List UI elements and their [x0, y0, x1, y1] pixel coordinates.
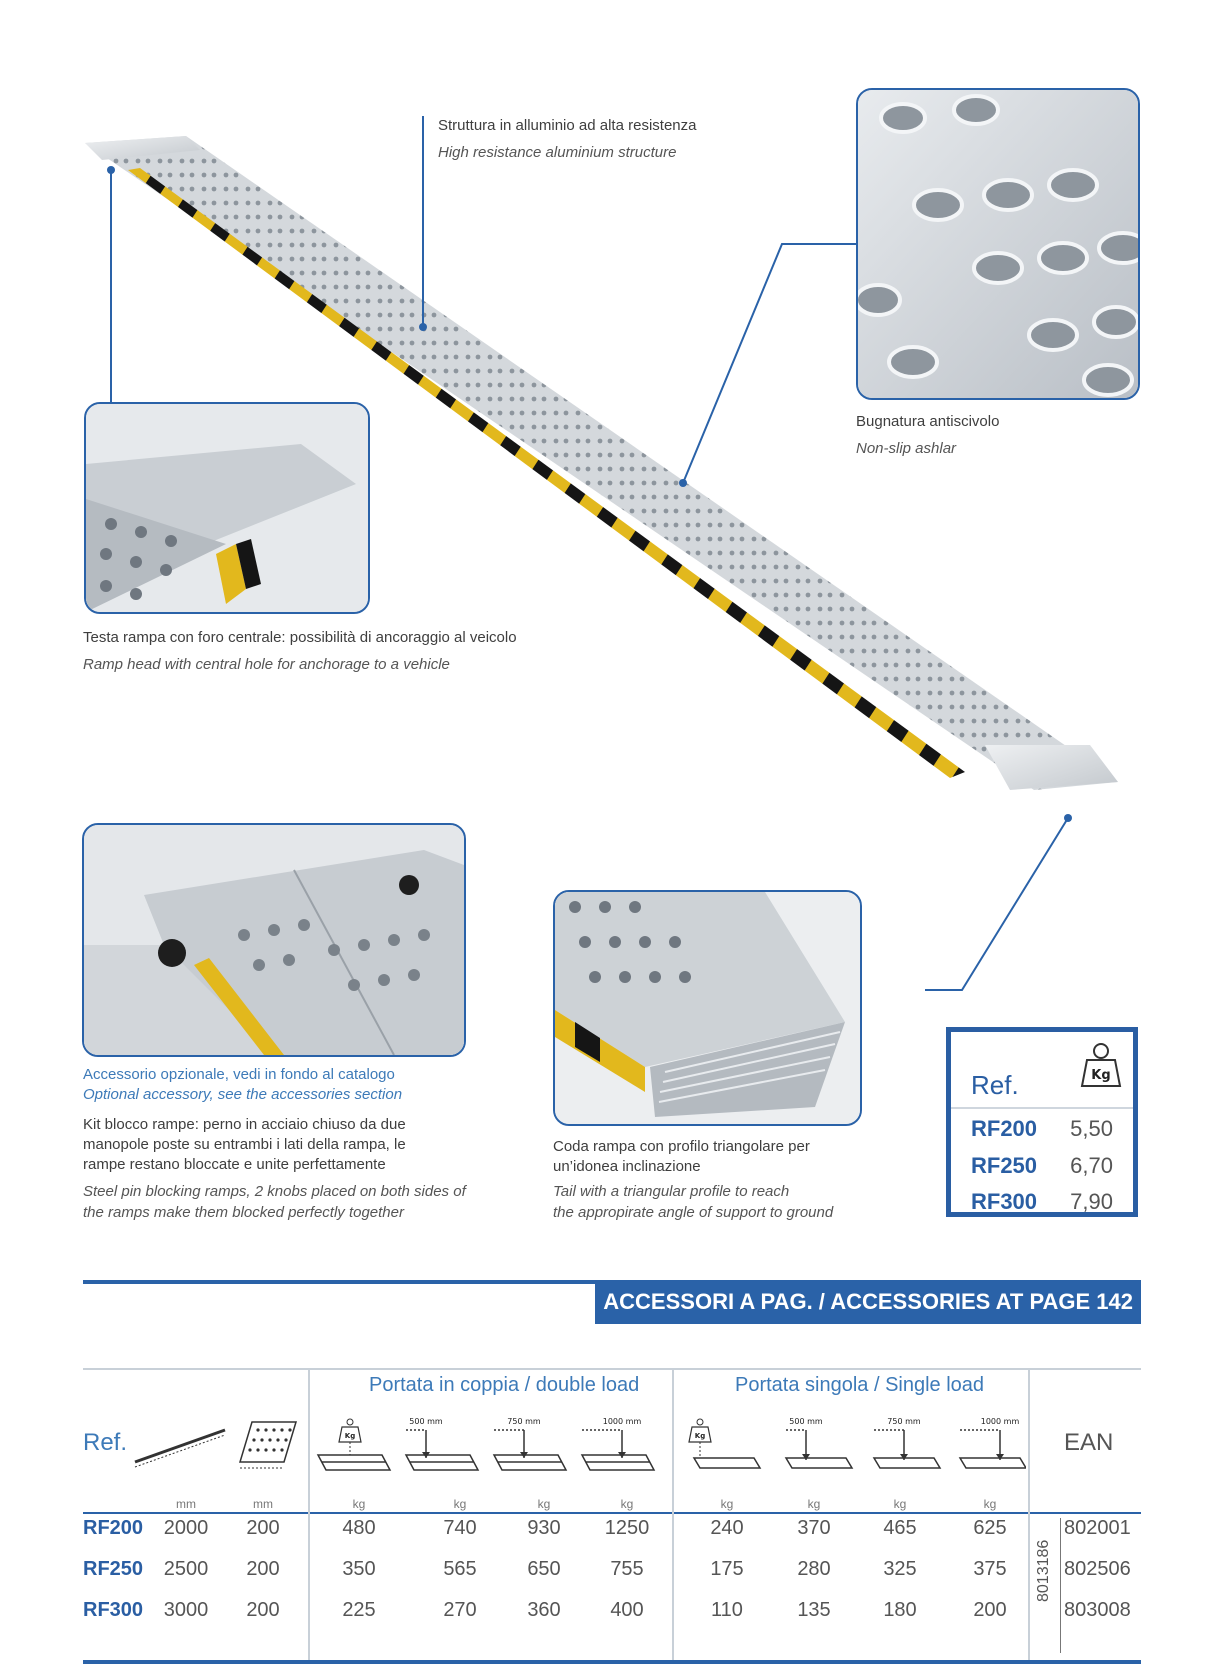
caption-tail-it-1: Coda rampa con profilo triangolare per	[553, 1138, 810, 1155]
weight-row	[971, 1189, 1113, 1223]
caption-kit-en-2: the ramps make them blocked perfectly together	[83, 1204, 404, 1221]
table-cell: 110	[711, 1599, 743, 1621]
unit-label: kg	[537, 1497, 551, 1511]
caption-ashlar-en: Non-slip ashlar	[856, 440, 957, 457]
caption-kit-en-1: Steel pin blocking ramps, 2 knobs placed on both sides of	[83, 1183, 466, 1200]
table-cell: 2500	[163, 1558, 209, 1580]
table-cell: 930	[527, 1517, 561, 1539]
table-cell: 200	[246, 1599, 280, 1621]
table-header-rule	[83, 1512, 1141, 1514]
table-row-ref: RF200	[83, 1517, 144, 1539]
single-dist-500: 500 mm	[789, 1417, 823, 1426]
unit-label: mm	[253, 1497, 273, 1511]
table-cell: 325	[883, 1558, 917, 1580]
table-cell: 625	[973, 1517, 1007, 1539]
table-cell-ean: 803008	[1064, 1599, 1131, 1621]
table-cell: 280	[797, 1558, 831, 1580]
weight-row-code: RF200	[971, 1116, 1038, 1141]
weight-row-value: 5,50	[1070, 1116, 1113, 1141]
table-top-rule	[83, 1368, 1141, 1370]
caption-optional-en: Optional accessory, see the accessories section	[83, 1086, 403, 1103]
caption-tail-en-2: the appropirate angle of support to ground	[553, 1204, 834, 1221]
table-cell: 180	[883, 1599, 917, 1621]
weight-box	[946, 1027, 1138, 1217]
single-dist-1000: 1000 mm	[980, 1417, 1020, 1426]
table-cell: 3000	[163, 1599, 209, 1621]
table-cell: 1250	[604, 1517, 650, 1539]
table-cell: 565	[443, 1558, 477, 1580]
weight-box-ref-label: Ref.	[971, 1070, 1019, 1100]
double-load-icons	[310, 1400, 670, 1480]
table-row-ref: RF300	[83, 1599, 144, 1621]
caption-kit-it-2: manopole poste su entrambi i lati della rampa, le	[83, 1136, 406, 1153]
double-dist-750: 750 mm	[507, 1417, 541, 1426]
caption-kit-it-1: Kit blocco rampe: perno in acciaio chiuso da due	[83, 1116, 406, 1133]
unit-label: kg	[453, 1497, 467, 1511]
table-bottom-rule	[83, 1660, 1141, 1664]
caption-ashlar-it: Bugnatura antiscivolo	[856, 413, 1000, 430]
table-cell: 755	[610, 1558, 644, 1580]
caption-structure-en: High resistance aluminium structure	[438, 144, 677, 161]
table-row-ref: RF250	[83, 1558, 144, 1580]
photo-ramp-head	[84, 402, 370, 614]
unit-label: kg	[893, 1497, 907, 1511]
table-cell: 480	[342, 1517, 376, 1539]
table-cell: 360	[527, 1599, 561, 1621]
table-cell: 175	[710, 1558, 744, 1580]
unit-label: kg	[352, 1497, 366, 1511]
weight-row-code: RF300	[971, 1189, 1038, 1214]
caption-tail-en-1: Tail with a triangular profile to reach	[553, 1183, 790, 1200]
caption-kit-it-3: rampe restano bloccate e unite perfettamente	[83, 1156, 386, 1173]
unit-label: kg	[983, 1497, 997, 1511]
ramp-length-icon	[130, 1420, 230, 1470]
photo-ramp-tail	[553, 890, 862, 1126]
table-cell: 270	[443, 1599, 477, 1621]
weight-row	[971, 1116, 1113, 1150]
ean-bracket	[1060, 1518, 1061, 1653]
double-dist-1000: 1000 mm	[602, 1417, 642, 1426]
single-load-icons	[674, 1400, 1026, 1480]
table-cell: 400	[610, 1599, 644, 1621]
table-ref-label: Ref.	[83, 1429, 128, 1456]
photo-ashlar-closeup	[856, 88, 1140, 400]
header-double-load: Portata in coppia / double load	[369, 1374, 640, 1396]
table-cell: 2000	[163, 1517, 209, 1539]
unit-label: kg	[720, 1497, 734, 1511]
weight-row-value: 6,70	[1070, 1153, 1113, 1178]
table-cell: 370	[797, 1517, 831, 1539]
caption-structure-it: Struttura in alluminio ad alta resistenza	[438, 117, 697, 134]
photo-blocking-kit	[82, 823, 466, 1057]
table-cell: 200	[246, 1517, 280, 1539]
table-cell: 135	[797, 1599, 831, 1621]
header-single-load: Portata singola / Single load	[735, 1374, 985, 1396]
table-cell: 375	[973, 1558, 1007, 1580]
unit-label: kg	[620, 1497, 634, 1511]
weight-box-divider	[951, 1107, 1133, 1109]
weight-row-code: RF250	[971, 1153, 1038, 1178]
table-cell-ean: 802506	[1064, 1558, 1131, 1580]
ean-prefix: 8013186	[1035, 1539, 1052, 1602]
table-cell: 465	[883, 1517, 917, 1539]
caption-optional-it: Accessorio opzionale, vedi in fondo al catalogo	[83, 1066, 395, 1083]
weight-row-value: 7,90	[1070, 1189, 1113, 1214]
table-ean-label: EAN	[1064, 1429, 1114, 1456]
single-dist-750: 750 mm	[887, 1417, 921, 1426]
table-cell: 200	[973, 1599, 1007, 1621]
weight-icon-label: Kg	[1091, 1068, 1111, 1083]
double-dist-500: 500 mm	[409, 1417, 443, 1426]
unit-label: mm	[176, 1497, 196, 1511]
table-cell: 740	[443, 1517, 477, 1539]
accessories-banner: ACCESSORI A PAG. / ACCESSORIES AT PAGE 142	[595, 1280, 1141, 1324]
single-load-kg-label: Kg	[694, 1432, 706, 1440]
weight-row	[971, 1153, 1113, 1187]
caption-tail-it-2: un’idonea inclinazione	[553, 1158, 701, 1175]
table-cell: 225	[342, 1599, 376, 1621]
table-cell: 240	[710, 1517, 744, 1539]
caption-head-en: Ramp head with central hole for anchorage to a vehicle	[83, 656, 450, 673]
table-cell: 350	[342, 1558, 376, 1580]
double-load-kg-label: Kg	[344, 1432, 356, 1440]
weight-icon	[1079, 1042, 1123, 1090]
table-cell: 650	[527, 1558, 561, 1580]
table-cell-ean: 802001	[1064, 1517, 1131, 1539]
table-cell: 200	[246, 1558, 280, 1580]
caption-head-it: Testa rampa con foro centrale: possibilità di ancoraggio al veicolo	[83, 629, 517, 646]
ramp-width-icon	[238, 1418, 298, 1470]
unit-label: kg	[807, 1497, 821, 1511]
